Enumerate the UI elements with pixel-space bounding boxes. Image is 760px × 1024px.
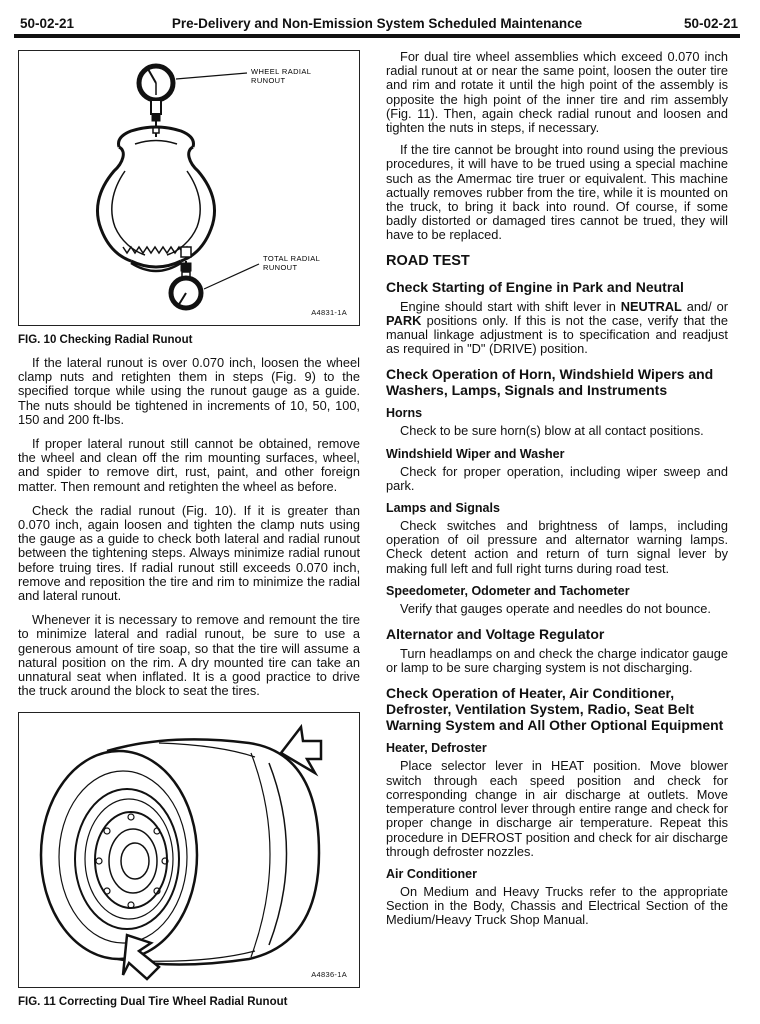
tire-section bbox=[97, 127, 214, 267]
figure-11 bbox=[18, 712, 360, 988]
right-column bbox=[386, 50, 728, 936]
figure-11-caption: FIG. 11 Correcting Dual Tire Wheel Radial Runout bbox=[18, 996, 288, 1009]
label-wheel-radial: WHEEL RADIAL bbox=[251, 67, 312, 76]
tire-inner bbox=[112, 141, 200, 256]
left-column bbox=[18, 50, 360, 1018]
heading-alternator: Alternator and Voltage Regulator bbox=[386, 626, 605, 643]
header-rule bbox=[14, 34, 740, 38]
subheading-horns: Horns bbox=[386, 406, 423, 421]
arrow-top-right bbox=[281, 727, 321, 773]
page-number-left: 50-02-21 bbox=[20, 16, 75, 31]
dual-tire-diagram bbox=[19, 713, 359, 987]
paragraph: Turn headlamps on and check the charge indicator gauge or lamp to be sure charging system is not discharging. bbox=[386, 646, 728, 676]
figure-10-caption: FIG. 10 Checking Radial Runout bbox=[18, 334, 193, 346]
page-number-right: 50-02-21 bbox=[683, 16, 738, 31]
subheading-ac: Air Conditioner bbox=[386, 866, 477, 881]
page-header bbox=[14, 14, 740, 38]
paragraph: Check for proper operation, including wiper sweep and park. bbox=[386, 463, 728, 493]
label-total-runout: RUNOUT bbox=[263, 263, 298, 272]
figure-10-code: A4831-1A bbox=[311, 308, 347, 317]
paragraph: Place selector lever in HEAT position. Move blower switch through each speed position and check for corresponding change in air discharge at outlets. Move temperature control lever through entire range and check for proper change in discharge air temperature. Repeat this procedure in DEFROST position and check for air discharge through defroster nozzles. bbox=[386, 758, 728, 859]
section-heading-road-test: ROAD TEST bbox=[386, 252, 470, 269]
paragraph: Check to be sure horn(s) blow at all contact positions. bbox=[400, 423, 704, 439]
paragraph: Check the radial runout (Fig. 10). If it is greater than 0.070 inch, again loosen and tighten the clamp nuts using the gauge as a guide to check both lateral and radial runout between the tightening steps. Always minimize radial runout before truing tires. If radial runout still exceeds 0.070 inch, remove and reposition the tire and rim to minimize the radial and lateral runout. bbox=[18, 502, 360, 604]
subheading-lamps: Lamps and Signals bbox=[386, 501, 500, 516]
subheading-heater: Heater, Defroster bbox=[386, 741, 487, 756]
paragraph: If the tire cannot be brought into round using the previous procedures, it will have to be trued using a special machine such as the Amermac tire truer or equivalent. This machine actually removes rubber from the tire, while it is mounted on the truck, to bring it back into round. Of course, if some badly distorted or damaged tires cannot be trued, they will have to be replaced. bbox=[386, 142, 728, 243]
paragraph: Whenever it is necessary to remove and remount the tire to minimize lateral and radial runout, be sure to use a generous amount of tire soap, so that the tire will assume a natural position on the rim. A dry mounted tire can take an unnatural seat when inflated. It is a good practice to drive the truck around the block to seat the tires. bbox=[18, 612, 360, 699]
leader-wheel bbox=[176, 73, 247, 79]
subheading-wiper: Windshield Wiper and Washer bbox=[386, 446, 565, 461]
label-wheel-runout: RUNOUT bbox=[251, 76, 286, 85]
paragraph: Verify that gauges operate and needles do not bounce. bbox=[400, 600, 711, 616]
heading-heater-ac: Check Operation of Heater, Air Conditioner, Defroster, Ventilation System, Radio, Seat Belt Warning System and All Other Optional Equipment bbox=[386, 685, 724, 734]
bottom-dial-gauge bbox=[171, 247, 201, 308]
subheading-speedometer: Speedometer, Odometer and Tachometer bbox=[386, 583, 630, 598]
heading-starting: Check Starting of Engine in Park and Neutral bbox=[386, 278, 684, 295]
paragraph: If proper lateral runout still cannot be obtained, remove the wheel and clean off the rim mounting surfaces, wheel, and spider to remove dirt, rust, paint, and other foreign matter. Then remount and retighten the wheel as before. bbox=[18, 436, 360, 494]
radial-runout-diagram bbox=[19, 51, 359, 325]
heading-horn-wipers: Check Operation of Horn, Windshield Wipers and Washers, Lamps, Signals and Instruments bbox=[386, 366, 714, 399]
page-title: Pre-Delivery and Non-Emission System Scheduled Maintenance bbox=[171, 16, 583, 31]
paragraph: For dual tire wheel assemblies which exceed 0.070 inch radial runout at or near the same point, loosen the outer tire and rim and rotate it until the high point of the assembly is opposite the high point of the inner tire and rim assembly (Fig. 11). Then, again check radial runout and loosen and tighten the nuts in steps, if necessary. bbox=[386, 49, 728, 136]
paragraph: On Medium and Heavy Trucks refer to the appropriate Section in the Body, Chassis and Electrical Section of the Medium/Heavy Truck Shop Manual. bbox=[386, 883, 728, 928]
label-total-radial: TOTAL RADIAL bbox=[263, 254, 321, 263]
figure-10 bbox=[18, 50, 360, 326]
paragraph: Check switches and brightness of lamps, including operation of oil pressure and alternator warning lamps. Check detent action and return of turn signal lever by making full left and full right turns during road test. bbox=[386, 518, 728, 576]
paragraph-starting: Engine should start with shift lever in NEUTRAL and/ or PARK positions only. If this is not the case, verify that the manual linkage adjustment is to specification and readjust as required in "D" (DRIVE) position. bbox=[386, 298, 728, 357]
leader-total bbox=[204, 264, 259, 289]
paragraph: If the lateral runout is over 0.070 inch, loosen the wheel clamp nuts and retighten them in steps (Fig. 9) to the specified torque while using the runout gauge as a guide. The nuts should be tightened in increments of 10, 50, 100, 150 and 200 ft-lbs. bbox=[18, 355, 360, 427]
figure-11-code: A4836-1A bbox=[311, 970, 347, 980]
dual-tire-drawing bbox=[41, 740, 319, 965]
